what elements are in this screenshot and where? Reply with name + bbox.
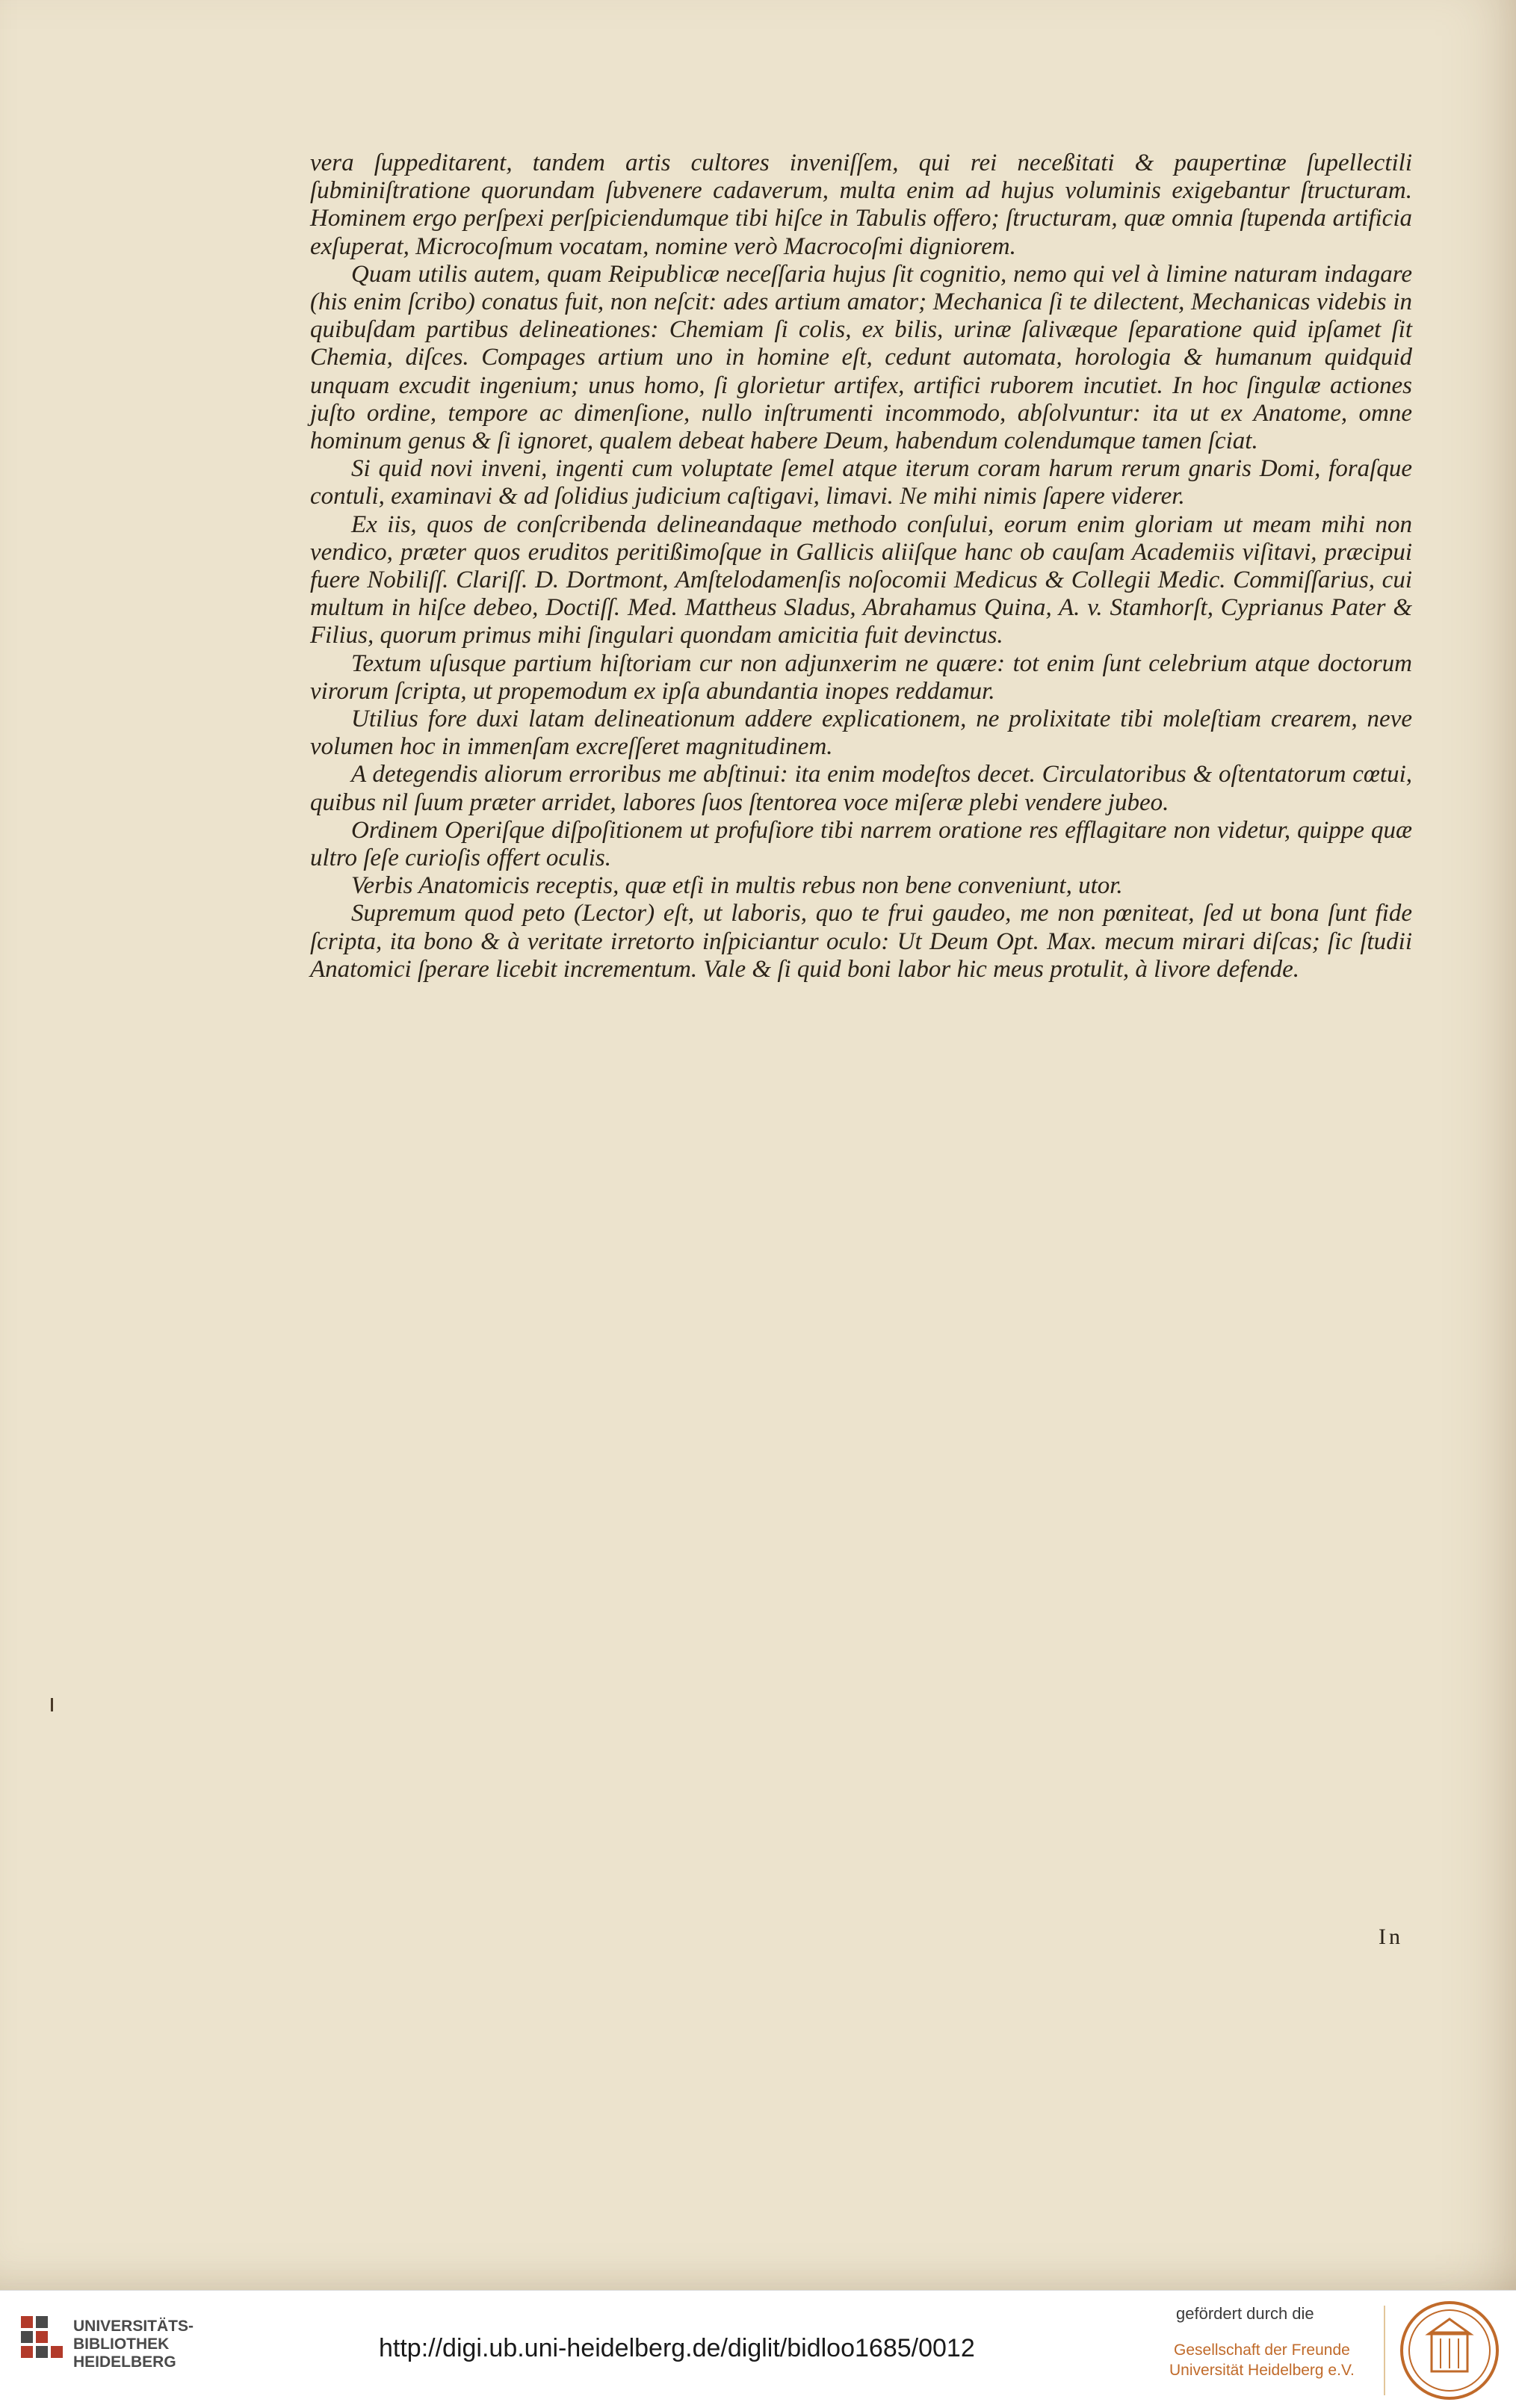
permalink-url[interactable]: http://digi.ub.uni-heidelberg.de/diglit/bidloo1685/0012 bbox=[379, 2334, 975, 2362]
paragraph: vera ſuppeditarent, tandem artis cultores inveniſſem, qui rei neceßitati & paupertinæ ſupellectili ſubminiſtratione quorundam ſubvenere cadaverum, multa enim ad hujus voluminis exigebantur ſtructuram. Hominem ergo perſpexi perſpiciendumque tibi hiſce in Tabulis offero; ſtructuram, quæ omnia ſtupenda artificia exſuperat, Microcoſmum vocatam, nomine verò Macrocoſmi digniorem. bbox=[310, 149, 1412, 260]
footer-divider bbox=[1384, 2306, 1385, 2395]
paragraph: Ordinem Operiſque diſpoſitionem ut profuſiore tibi narrem oratione res efflagitare non videtur, quippe quæ ultro ſeſe curioſis offert oculis. bbox=[310, 816, 1412, 872]
body-text bbox=[310, 149, 1412, 984]
university-seal-icon bbox=[1399, 2300, 1500, 2405]
sponsor-name: Gesellschaft der Freunde Universität Heidelberg e.V. bbox=[1169, 2341, 1355, 2379]
paragraph: A detegendis aliorum erroribus me abſtinui: ita enim modeſtos decet. Circulatoribus & oſtentatorum cœtui, quibus nil ſuum præter arridet, labores ſuos ſtentorea voce miſeræ plebi vendere jubeo. bbox=[310, 761, 1412, 816]
library-logo-icon[interactable] bbox=[21, 2316, 64, 2374]
paragraph: Supremum quod peto (Lector) eſt, ut laboris, quo te frui gaudeo, me non pœniteat, ſed ut bona ſunt fide ſcripta, ita bono & à veritate irretorto inſpiciantur oculo: Ut Deum Opt. Max. mecum mirari diſcas; ſic ſtudii Anatomici ſperare licebit incrementum. Vale & ſi quid boni labor hic meus protulit, à livore defende. bbox=[310, 900, 1412, 983]
catchword: In bbox=[1379, 1924, 1403, 1949]
paragraph: Utilius fore duxi latam delineationum addere explicationem, ne prolixitate tibi moleſtiam crearem, neve volumen hoc in immenſam excreſſeret magnitudinem. bbox=[310, 706, 1412, 761]
library-name: UNIVERSITÄTS- BIBLIOTHEK HEIDELBERG bbox=[73, 2318, 194, 2371]
paragraph: Ex iis, quos de conſcribenda delineandaque methodo conſului, eorum enim gloriam ut meam mihi non vendico, præter quos eruditos peritißimoſque in Gallicis aliiſque hanc ob cauſam Academiis viſitavi, præcipui fuere Nobiliſſ. Clariſſ. D. Dortmont, Amſtelodamenſis noſocomii Medicus & Collegii Medic. Commiſſarius, cui multum in hiſce debeo, Doctiſſ. Med. Mattheus Sladus, Abrahamus Quina, A. v. Stamhorſt, Cyprianus Pater & Filius, quorum primus mihi ſingulari quondam amicitia fuit devinctus. bbox=[310, 510, 1412, 649]
paragraph: Textum uſusque partium hiſtoriam cur non adjunxerim ne quære: tot enim ſunt celebrium atque doctorum virorum ſcripta, ut propemodum ex ipſa abundantia inopes reddamur. bbox=[310, 649, 1412, 705]
paragraph: Quam utilis autem, quam Reipublicæ neceſſaria hujus ſit cognitio, nemo qui vel à limine naturam indagare (his enim ſcribo) conatus fuit, non neſcit: ades artium amator; Mechanica ſi te dilectent, Mechanicas videbis in quibuſdam partibus delineationes: Chemiam ſi colis, ex bilis, urinæ ſalivæque ſeparatione quid ipſamet ſit Chemia, diſces. Compages artium uno in homine eſt, cedunt automata, horologia & humanum quidquid unquam excudit ingenium; unus homo, ſi glorietur artifex, artifici ruborem incutiet. In hoc ſingulæ actiones juſto ordine, tempore ac dimenſione, nullo inſtrumenti incommodo, abſolvuntur: ita ut ex Anatome, omne hominum genus & ſi ignoret, qualem debeat habere Deum, habendum colendumque tamen ſciat. bbox=[310, 260, 1412, 455]
paragraph: Si quid novi inveni, ingenti cum voluptate ſemel atque iterum coram harum rerum gnaris Domi, foraſque contuli, examinavi & ad ſolidius judicium caſtigavi, limavi. Ne mihi nimis ſapere viderer. bbox=[310, 455, 1412, 510]
paragraph: Verbis Anatomicis receptis, quæ etſi in multis rebus non bene conveniunt, utor. bbox=[351, 872, 1123, 900]
margin-mark bbox=[51, 1698, 53, 1711]
footer-bar bbox=[0, 2290, 1516, 2408]
sponsor-caption: gefördert durch die bbox=[1176, 2304, 1314, 2323]
